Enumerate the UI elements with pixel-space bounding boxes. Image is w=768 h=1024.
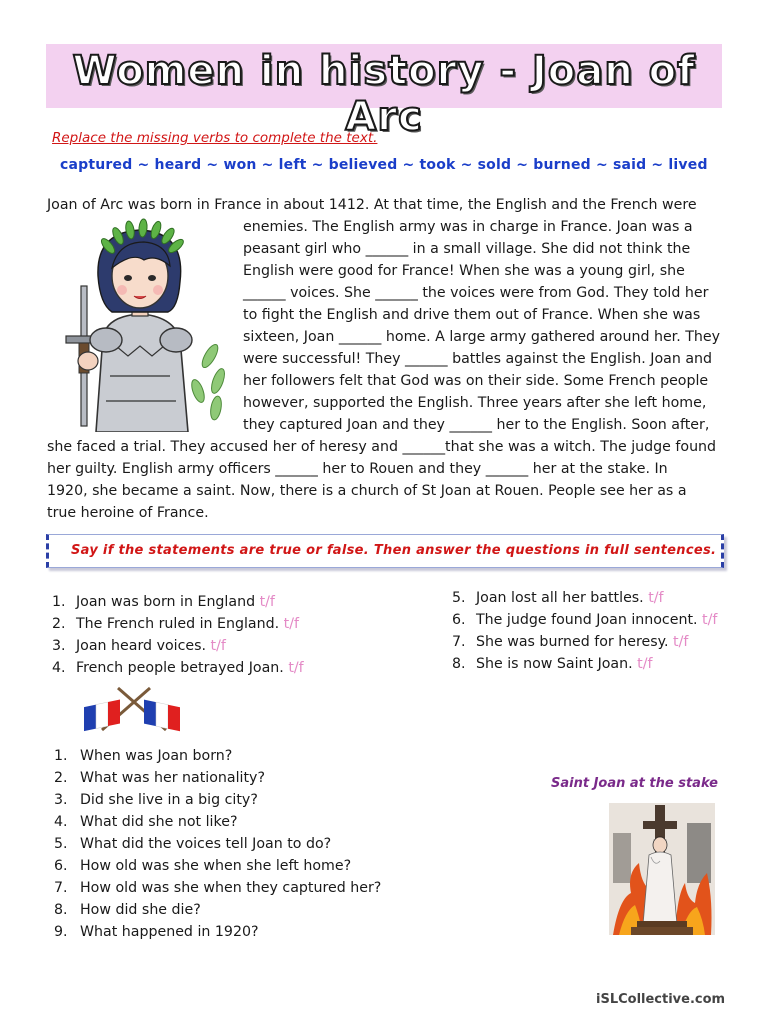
statement-item: 1. Joan was born in England t/f	[52, 594, 275, 610]
joan-of-arc-illustration	[48, 216, 228, 432]
text-line: were successful! They ______ battles against the English. Joan and	[243, 351, 713, 367]
page-title: Women in history - Joan of Arc	[72, 48, 696, 140]
true-false-instruction-box	[46, 534, 724, 568]
text-line: her guilty. English army officers ______ her to Rouen and they ______ her at the stake. In	[47, 461, 668, 477]
tf-marker[interactable]: t/f	[288, 660, 304, 676]
tf-marker[interactable]: t/f	[259, 594, 275, 610]
text-line: sixteen, Joan ______ home. A large army gathered around her. They	[243, 329, 721, 345]
question-item: 7. How old was she when they captured her?	[54, 880, 382, 896]
true-false-instruction: Say if the statements are true or false. Then answer the questions in full sentences.	[71, 543, 717, 558]
statement-item: 3. Joan heard voices. t/f	[52, 638, 226, 654]
statement-item: 2. The French ruled in England. t/f	[52, 616, 299, 632]
word-bank: captured ~ heard ~ won ~ left ~ believed ~ took ~ sold ~ burned ~ said ~ lived	[60, 157, 708, 173]
text-line: 1920, she became a saint. Now, there is a church of St Joan at Rouen. People see her as a	[47, 483, 687, 499]
text-line: enemies. The English army was in charge in France. Joan was a	[243, 219, 693, 235]
question-item: 2. What was her nationality?	[54, 770, 265, 786]
tf-marker[interactable]: t/f	[637, 656, 653, 672]
question-item: 6. How old was she when she left home?	[54, 858, 352, 874]
text-line: true heroine of France.	[47, 505, 209, 521]
tf-marker[interactable]: t/f	[673, 634, 689, 650]
tf-marker[interactable]: t/f	[283, 616, 299, 632]
tf-marker[interactable]: t/f	[648, 590, 664, 606]
statement-item: 8. She is now Saint Joan. t/f	[452, 656, 653, 672]
footer-watermark: iSLCollective.com	[596, 992, 726, 1007]
text-line: peasant girl who ______ in a small village. She did not think the	[243, 241, 691, 257]
question-item: 4. What did she not like?	[54, 814, 238, 830]
text-line: however, supported the English. Three years after she left home,	[243, 395, 707, 411]
question-item: 1. When was Joan born?	[54, 748, 233, 764]
text-line: they captured Joan and they ______ her to the English. Soon after,	[243, 417, 710, 433]
text-line: English were good for France! When she was a young girl, she	[243, 263, 685, 279]
statement-item: 5. Joan lost all her battles. t/f	[452, 590, 664, 606]
question-item: 5. What did the voices tell Joan to do?	[54, 836, 332, 852]
text-line: she faced a trial. They accused her of heresy and ______that she was a witch. The judge found	[47, 439, 717, 455]
text-line: her followers felt that God was on their side. Some French people	[243, 373, 709, 389]
fill-in-instruction: Replace the missing verbs to complete the text.	[52, 130, 378, 146]
statement-item: 6. The judge found Joan innocent. t/f	[452, 612, 718, 628]
text-line: to fight the English and drive them out of France. When she was	[243, 307, 701, 323]
statement-item: 4. French people betrayed Joan. t/f	[52, 660, 304, 676]
joan-at-stake-illustration	[609, 803, 715, 935]
image-caption: Saint Joan at the stake	[551, 776, 718, 791]
question-item: 9. What happened in 1920?	[54, 924, 259, 940]
question-item: 8. How did she die?	[54, 902, 201, 918]
french-flags-icon	[80, 684, 188, 732]
tf-marker[interactable]: t/f	[210, 638, 226, 654]
text-line: Joan of Arc was born in France in about 1412. At that time, the English and the French were	[47, 197, 697, 213]
statement-item: 7. She was burned for heresy. t/f	[452, 634, 689, 650]
text-line: ______ voices. She ______ the voices were from God. They told her	[243, 285, 709, 301]
question-item: 3. Did she live in a big city?	[54, 792, 258, 808]
tf-marker[interactable]: t/f	[702, 612, 718, 628]
